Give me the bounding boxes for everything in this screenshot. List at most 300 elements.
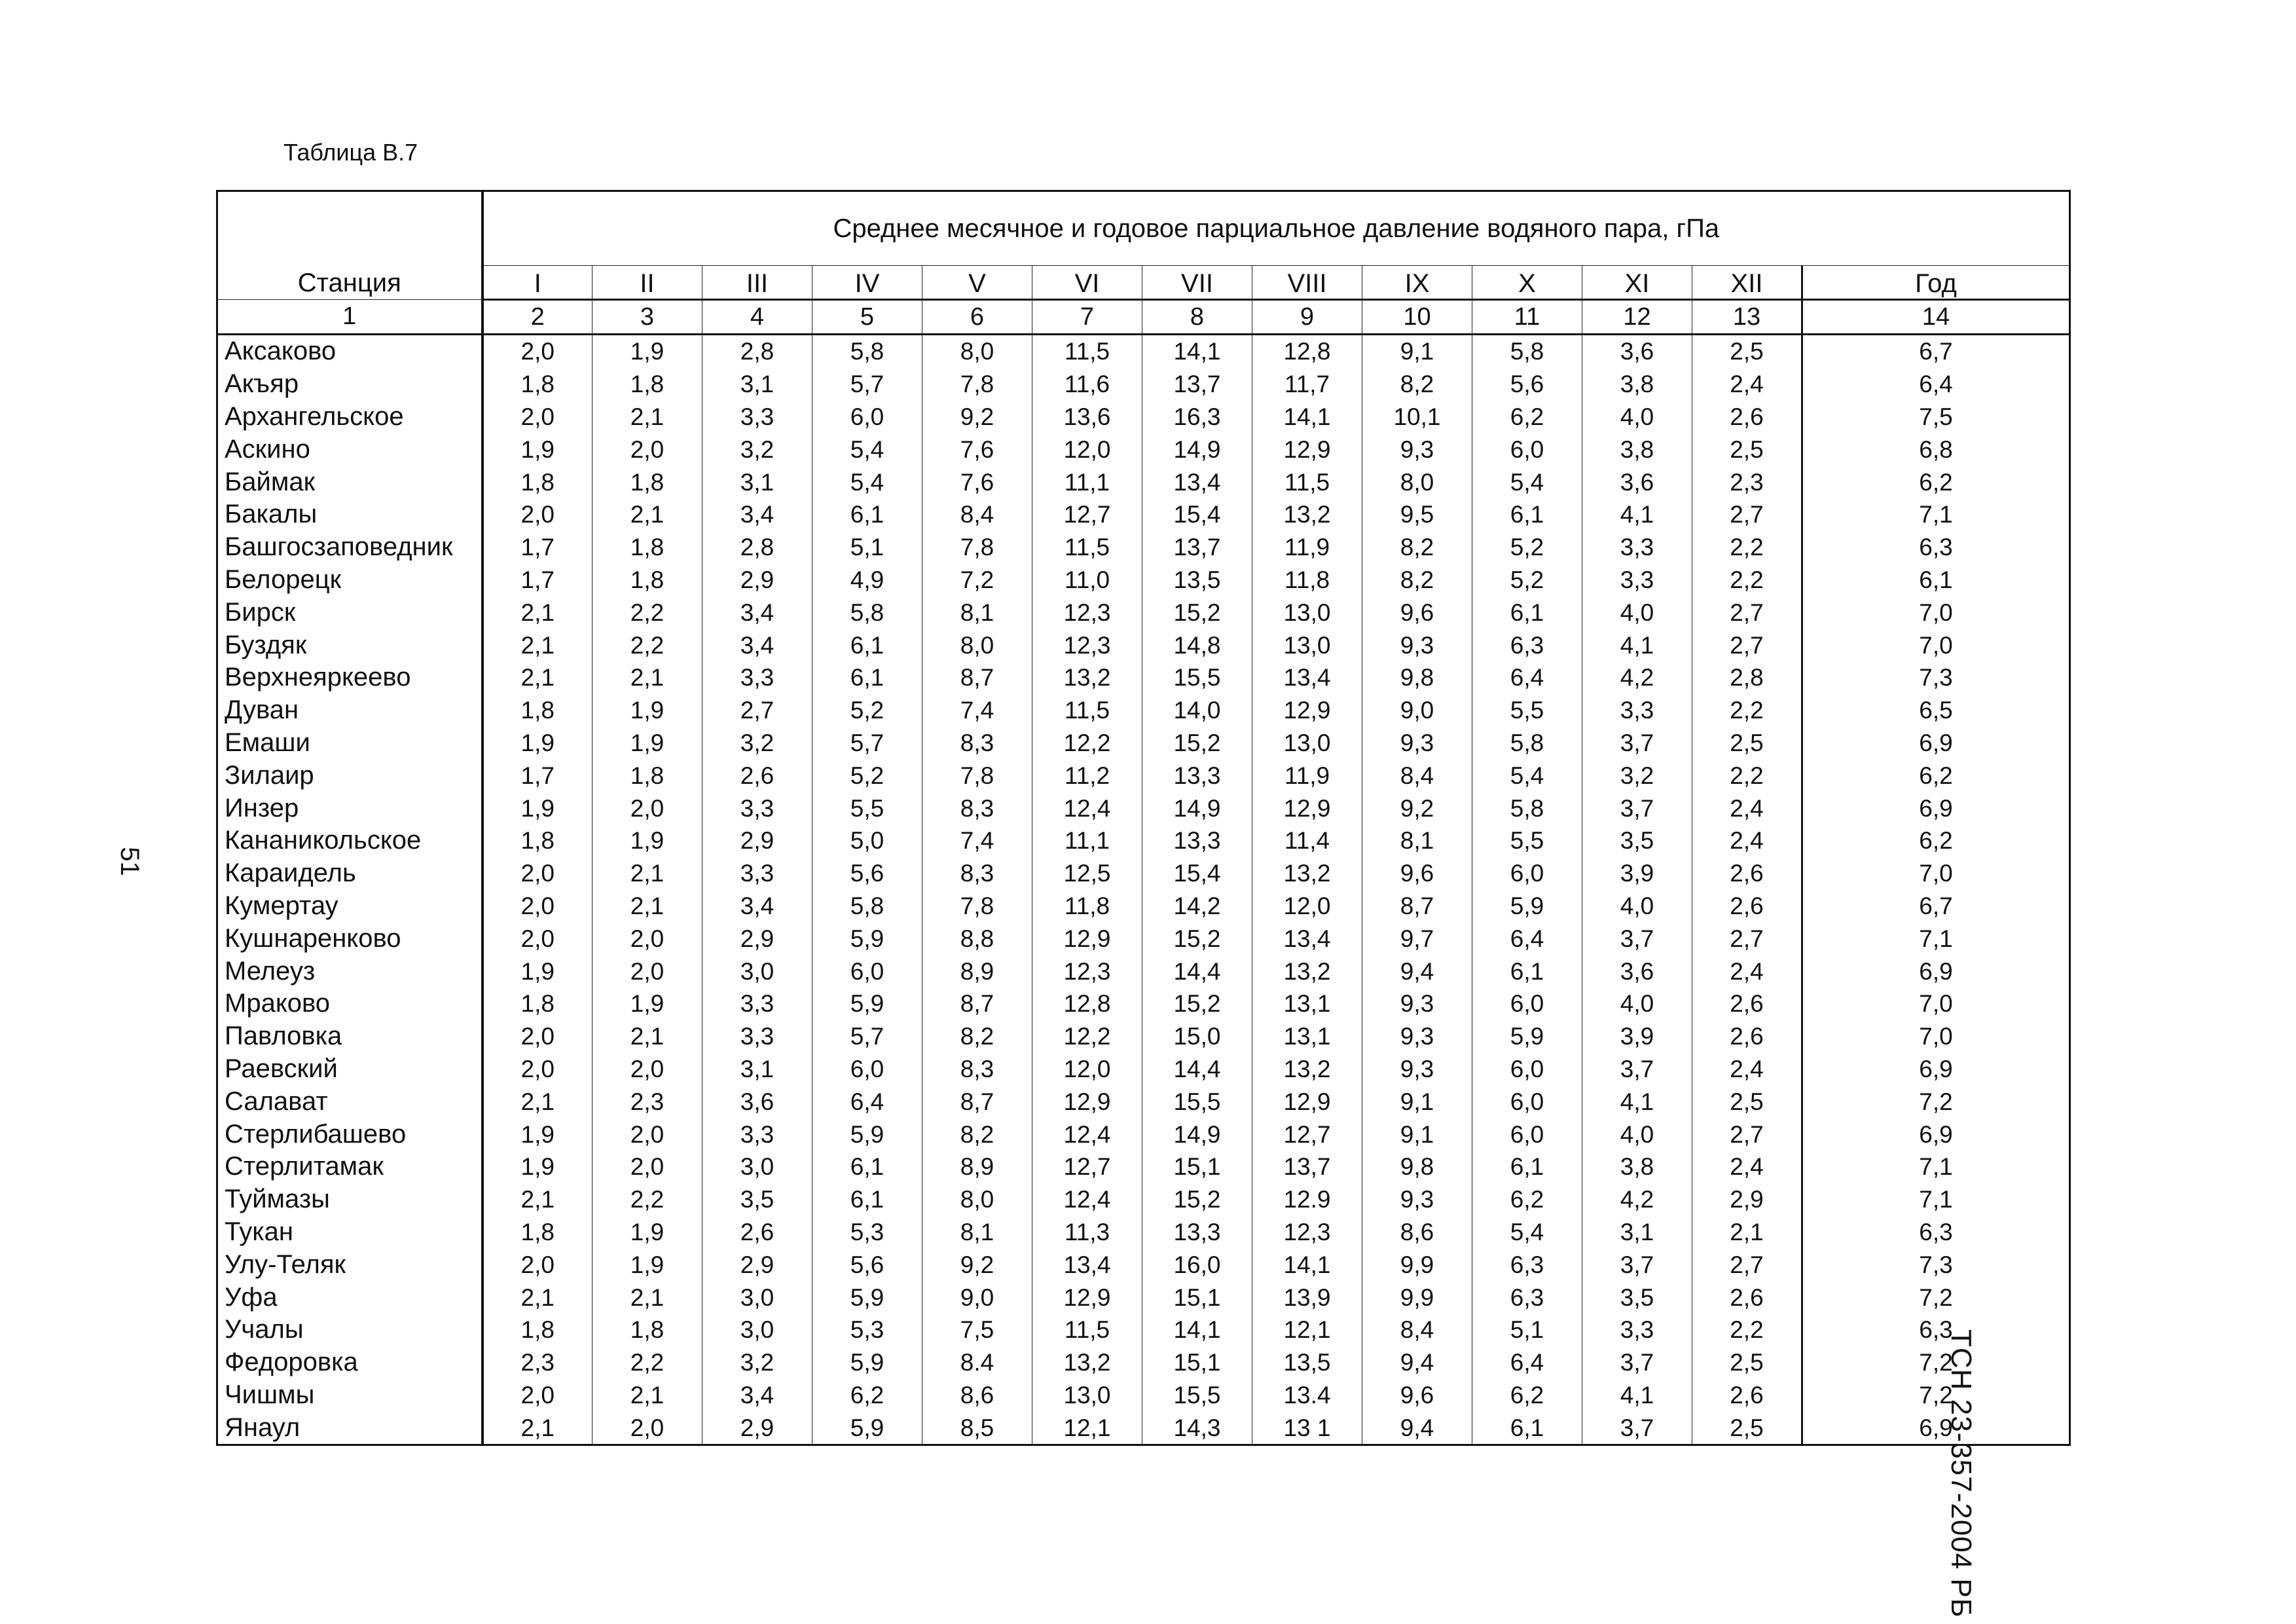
- station-name: Белорецк: [217, 564, 483, 597]
- month-value-cell: 6,0: [1472, 1118, 1582, 1151]
- month-value-cell: 2,9: [1692, 1183, 1802, 1216]
- month-value-cell: 6,0: [812, 1053, 922, 1086]
- month-value-cell: 3,4: [702, 498, 812, 531]
- month-value-cell: 3,7: [1582, 727, 1692, 760]
- month-value-cell: 3,0: [702, 955, 812, 987]
- month-value-cell: 1,8: [483, 1314, 592, 1346]
- month-value-cell: 11,9: [1252, 531, 1362, 564]
- month-value-cell: 2,4: [1692, 824, 1802, 857]
- month-value-cell: 6,3: [1472, 1281, 1582, 1314]
- station-name: Улу-Теляк: [217, 1248, 483, 1281]
- month-value-cell: 5,1: [812, 531, 922, 564]
- month-value-cell: 6,1: [812, 629, 922, 661]
- month-value-cell: 5,9: [812, 987, 922, 1020]
- document-code: ТСН 23-357-2004 РБ: [1945, 1329, 1977, 1618]
- month-header: VII: [1142, 266, 1252, 300]
- month-value-cell: 6,1: [1472, 1411, 1582, 1445]
- month-value-cell: 13,0: [1252, 629, 1362, 661]
- month-value-cell: 1,9: [483, 1118, 592, 1151]
- month-value-cell: 9,6: [1362, 596, 1472, 629]
- station-name: Уфа: [217, 1281, 483, 1314]
- month-value-cell: 3,7: [1582, 1346, 1692, 1379]
- month-value-cell: 2,1: [483, 596, 592, 629]
- table-row: [217, 401, 2070, 434]
- month-value-cell: 5,1: [1472, 1314, 1582, 1346]
- column-number: 6: [922, 300, 1032, 335]
- month-value-cell: 2,7: [1692, 1118, 1802, 1151]
- year-value-cell: 7,3: [1802, 661, 2070, 694]
- month-value-cell: 2,3: [592, 1085, 702, 1118]
- month-value-cell: 1,8: [592, 466, 702, 498]
- month-value-cell: 12,8: [1032, 987, 1142, 1020]
- month-value-cell: 5,5: [812, 792, 922, 824]
- table-row: [217, 890, 2070, 923]
- month-value-cell: 13,7: [1142, 368, 1252, 401]
- page-number: 51: [115, 847, 144, 876]
- column-number: 3: [592, 300, 702, 335]
- month-value-cell: 7,6: [922, 466, 1032, 498]
- table-row: [217, 335, 2070, 368]
- month-value-cell: 11,3: [1032, 1216, 1142, 1249]
- month-value-cell: 8,2: [1362, 564, 1472, 597]
- year-value-cell: 7,1: [1802, 1183, 2070, 1216]
- month-value-cell: 8,7: [922, 661, 1032, 694]
- table-row: [217, 498, 2070, 531]
- month-value-cell: 2,6: [1692, 987, 1802, 1020]
- table-title: Среднее месячное и годовое парциальное давление водяного пара, гПа: [483, 191, 2070, 266]
- month-value-cell: 2,0: [483, 1020, 592, 1053]
- month-value-cell: 7,6: [922, 433, 1032, 466]
- month-value-cell: 6,1: [812, 1151, 922, 1183]
- month-value-cell: 8,5: [922, 1411, 1032, 1445]
- column-number-row: [217, 300, 2070, 335]
- station-name: Инзер: [217, 792, 483, 824]
- month-value-cell: 13,3: [1142, 1216, 1252, 1249]
- station-name: Учалы: [217, 1314, 483, 1346]
- month-value-cell: 12,1: [1252, 1314, 1362, 1346]
- month-value-cell: 9,8: [1362, 661, 1472, 694]
- month-value-cell: 1,9: [483, 955, 592, 987]
- month-value-cell: 8,4: [1362, 759, 1472, 792]
- month-value-cell: 2,5: [1692, 727, 1802, 760]
- month-value-cell: 13,2: [1252, 1053, 1362, 1086]
- month-value-cell: 3,5: [1582, 824, 1692, 857]
- month-value-cell: 5,5: [1472, 824, 1582, 857]
- year-value-cell: 6,2: [1802, 824, 2070, 857]
- month-value-cell: 12,9: [1252, 433, 1362, 466]
- month-value-cell: 9,3: [1362, 1053, 1472, 1086]
- month-value-cell: 5,9: [812, 1346, 922, 1379]
- month-value-cell: 12,5: [1032, 857, 1142, 890]
- month-value-cell: 13,2: [1032, 661, 1142, 694]
- month-value-cell: 2,0: [592, 1411, 702, 1445]
- month-value-cell: 15,5: [1142, 661, 1252, 694]
- year-value-cell: 6,1: [1802, 564, 2070, 597]
- month-value-cell: 3,5: [1582, 1281, 1692, 1314]
- month-value-cell: 14,2: [1142, 890, 1252, 923]
- month-value-cell: 2,4: [1692, 368, 1802, 401]
- month-value-cell: 14,9: [1142, 1118, 1252, 1151]
- month-value-cell: 12,0: [1032, 1053, 1142, 1086]
- month-value-cell: 5,6: [812, 1248, 922, 1281]
- table-row: [217, 1248, 2070, 1281]
- month-value-cell: 1,7: [483, 531, 592, 564]
- month-value-cell: 13,0: [1032, 1379, 1142, 1412]
- month-value-cell: 13,4: [1032, 1248, 1142, 1281]
- month-value-cell: 9,6: [1362, 857, 1472, 890]
- station-name: Янаул: [217, 1411, 483, 1445]
- month-value-cell: 5,9: [812, 1118, 922, 1151]
- month-value-cell: 5,8: [812, 596, 922, 629]
- month-value-cell: 6,3: [1472, 629, 1582, 661]
- month-value-cell: 9,3: [1362, 1020, 1472, 1053]
- month-value-cell: 13,0: [1252, 596, 1362, 629]
- month-value-cell: 8,7: [922, 1085, 1032, 1118]
- month-value-cell: 12,4: [1032, 792, 1142, 824]
- station-name: Аксаково: [217, 335, 483, 368]
- month-value-cell: 2,8: [702, 531, 812, 564]
- month-value-cell: 3,9: [1582, 1020, 1692, 1053]
- month-value-cell: 2,7: [702, 694, 812, 727]
- month-value-cell: 2,0: [483, 498, 592, 531]
- month-value-cell: 2,5: [1692, 433, 1802, 466]
- month-value-cell: 2,5: [1692, 335, 1802, 368]
- month-value-cell: 2,1: [483, 661, 592, 694]
- month-value-cell: 9,3: [1362, 1183, 1472, 1216]
- month-value-cell: 14,1: [1142, 335, 1252, 368]
- month-value-cell: 6,4: [1472, 661, 1582, 694]
- month-value-cell: 4,2: [1582, 1183, 1692, 1216]
- month-value-cell: 1,8: [483, 987, 592, 1020]
- month-value-cell: 16,0: [1142, 1248, 1252, 1281]
- month-value-cell: 6,2: [1472, 401, 1582, 434]
- month-value-cell: 4,1: [1582, 629, 1692, 661]
- month-value-cell: 2,6: [702, 759, 812, 792]
- month-value-cell: 2,6: [1692, 1281, 1802, 1314]
- column-number: 12: [1582, 300, 1692, 335]
- month-value-cell: 6,4: [1472, 922, 1582, 955]
- month-value-cell: 8,0: [1362, 466, 1472, 498]
- month-value-cell: 8,9: [922, 1151, 1032, 1183]
- month-value-cell: 6,3: [1472, 1248, 1582, 1281]
- month-value-cell: 9,6: [1362, 1379, 1472, 1412]
- month-value-cell: 5,0: [812, 824, 922, 857]
- month-value-cell: 3,4: [702, 629, 812, 661]
- year-value-cell: 6,7: [1802, 335, 2070, 368]
- month-value-cell: 7,8: [922, 531, 1032, 564]
- month-value-cell: 12,9: [1032, 922, 1142, 955]
- month-value-cell: 1,9: [483, 433, 592, 466]
- month-value-cell: 11,2: [1032, 759, 1142, 792]
- month-value-cell: 2,0: [483, 890, 592, 923]
- station-name: Бирск: [217, 596, 483, 629]
- table-row: [217, 1216, 2070, 1249]
- month-value-cell: 5,4: [1472, 466, 1582, 498]
- month-value-cell: 12,9: [1252, 792, 1362, 824]
- month-value-cell: 5,2: [1472, 564, 1582, 597]
- month-value-cell: 15,5: [1142, 1085, 1252, 1118]
- month-value-cell: 2,7: [1692, 1248, 1802, 1281]
- month-value-cell: 6,0: [1472, 433, 1582, 466]
- month-value-cell: 12,4: [1032, 1118, 1142, 1151]
- month-value-cell: 4,1: [1582, 1085, 1692, 1118]
- month-value-cell: 12,4: [1032, 1183, 1142, 1216]
- table-row: [217, 759, 2070, 792]
- month-value-cell: 2,2: [1692, 531, 1802, 564]
- table-body: [217, 335, 2070, 1445]
- station-name: Чишмы: [217, 1379, 483, 1412]
- month-value-cell: 1,8: [592, 531, 702, 564]
- month-value-cell: 7,8: [922, 759, 1032, 792]
- month-value-cell: 3,9: [1582, 857, 1692, 890]
- month-value-cell: 11,9: [1252, 759, 1362, 792]
- month-value-cell: 3,6: [702, 1085, 812, 1118]
- table-row: [217, 824, 2070, 857]
- year-header: Год: [1802, 266, 2070, 300]
- month-value-cell: 8,7: [922, 987, 1032, 1020]
- month-value-cell: 15,0: [1142, 1020, 1252, 1053]
- month-value-cell: 6,1: [1472, 596, 1582, 629]
- month-value-cell: 8,2: [922, 1020, 1032, 1053]
- month-value-cell: 3,4: [702, 1379, 812, 1412]
- table-row: [217, 564, 2070, 597]
- month-value-cell: 2,4: [1692, 1151, 1802, 1183]
- month-value-cell: 11,5: [1252, 466, 1362, 498]
- month-value-cell: 9,1: [1362, 1085, 1472, 1118]
- year-value-cell: 7,0: [1802, 987, 2070, 1020]
- month-value-cell: 16,3: [1142, 401, 1252, 434]
- month-value-cell: 2,1: [592, 498, 702, 531]
- station-name: Стерлитамак: [217, 1151, 483, 1183]
- month-value-cell: 15,2: [1142, 727, 1252, 760]
- month-value-cell: 2,1: [1692, 1216, 1802, 1249]
- month-value-cell: 5,8: [1472, 335, 1582, 368]
- month-value-cell: 14,9: [1142, 433, 1252, 466]
- table-row: [217, 629, 2070, 661]
- month-value-cell: 14,4: [1142, 955, 1252, 987]
- month-value-cell: 2,5: [1692, 1411, 1802, 1445]
- month-value-cell: 11,8: [1032, 890, 1142, 923]
- month-value-cell: 1,8: [592, 564, 702, 597]
- month-value-cell: 2,1: [592, 1281, 702, 1314]
- month-value-cell: 14,1: [1142, 1314, 1252, 1346]
- month-value-cell: 9,3: [1362, 987, 1472, 1020]
- month-value-cell: 2,0: [483, 335, 592, 368]
- station-name: Архангельское: [217, 401, 483, 434]
- month-value-cell: 2,0: [483, 1379, 592, 1412]
- month-header: III: [702, 266, 812, 300]
- year-value-cell: 7,1: [1802, 1151, 2070, 1183]
- month-value-cell: 4,0: [1582, 987, 1692, 1020]
- month-value-cell: 5,8: [812, 335, 922, 368]
- column-number: 13: [1692, 300, 1802, 335]
- year-value-cell: 6,9: [1802, 727, 2070, 760]
- month-value-cell: 9,9: [1362, 1281, 1472, 1314]
- month-value-cell: 12.9: [1252, 1183, 1362, 1216]
- column-number: 2: [483, 300, 592, 335]
- month-value-cell: 8,0: [922, 1183, 1032, 1216]
- table-row: [217, 1314, 2070, 1346]
- month-value-cell: 13,5: [1142, 564, 1252, 597]
- month-value-cell: 3,2: [702, 1346, 812, 1379]
- year-value-cell: 7,3: [1802, 1248, 2070, 1281]
- month-value-cell: 3,3: [1582, 531, 1692, 564]
- station-name: Аскино: [217, 433, 483, 466]
- month-value-cell: 2,4: [1692, 1053, 1802, 1086]
- month-value-cell: 2,0: [592, 955, 702, 987]
- station-name: Емаши: [217, 727, 483, 760]
- month-value-cell: 3,0: [702, 1281, 812, 1314]
- table-row: [217, 368, 2070, 401]
- month-value-cell: 2,1: [592, 890, 702, 923]
- month-value-cell: 9,0: [1362, 694, 1472, 727]
- month-value-cell: 3,3: [702, 857, 812, 890]
- month-value-cell: 3,3: [1582, 1314, 1692, 1346]
- month-value-cell: 3,3: [1582, 564, 1692, 597]
- month-value-cell: 13,4: [1252, 661, 1362, 694]
- month-value-cell: 7,8: [922, 368, 1032, 401]
- month-value-cell: 9,7: [1362, 922, 1472, 955]
- month-value-cell: 6,4: [1472, 1346, 1582, 1379]
- month-value-cell: 3,3: [1582, 694, 1692, 727]
- month-value-cell: 12,9: [1032, 1281, 1142, 1314]
- month-value-cell: 6,1: [812, 661, 922, 694]
- month-value-cell: 2,0: [483, 857, 592, 890]
- month-value-cell: 15,4: [1142, 857, 1252, 890]
- month-value-cell: 11,8: [1252, 564, 1362, 597]
- month-value-cell: 9,3: [1362, 433, 1472, 466]
- month-value-cell: 13,2: [1252, 857, 1362, 890]
- month-value-cell: 2,7: [1692, 498, 1802, 531]
- month-value-cell: 2,2: [592, 629, 702, 661]
- month-value-cell: 2,2: [592, 1183, 702, 1216]
- month-value-cell: 2,2: [592, 596, 702, 629]
- year-value-cell: 7,2: [1802, 1346, 2070, 1379]
- month-value-cell: 14,8: [1142, 629, 1252, 661]
- month-value-cell: 5,7: [812, 727, 922, 760]
- month-value-cell: 14,3: [1142, 1411, 1252, 1445]
- month-value-cell: 2,4: [1692, 792, 1802, 824]
- month-value-cell: 12,7: [1252, 1118, 1362, 1151]
- month-value-cell: 8,1: [922, 1216, 1032, 1249]
- month-value-cell: 2,6: [702, 1216, 812, 1249]
- month-value-cell: 1,9: [483, 1151, 592, 1183]
- month-value-cell: 6,1: [1472, 498, 1582, 531]
- month-value-cell: 2,6: [1692, 1020, 1802, 1053]
- month-value-cell: 1,9: [592, 335, 702, 368]
- month-value-cell: 4,0: [1582, 596, 1692, 629]
- month-value-cell: 1,8: [592, 368, 702, 401]
- month-value-cell: 4,9: [812, 564, 922, 597]
- table-row: [217, 661, 2070, 694]
- month-value-cell: 3,3: [702, 987, 812, 1020]
- month-value-cell: 12,0: [1032, 433, 1142, 466]
- month-value-cell: 11,1: [1032, 466, 1142, 498]
- month-value-cell: 1,7: [483, 759, 592, 792]
- month-value-cell: 2,0: [483, 922, 592, 955]
- month-header: XII: [1692, 266, 1802, 300]
- month-value-cell: 7,4: [922, 824, 1032, 857]
- year-value-cell: 7,2: [1802, 1379, 2070, 1412]
- month-value-cell: 5,9: [812, 1411, 922, 1445]
- month-value-cell: 4,2: [1582, 661, 1692, 694]
- month-value-cell: 11,5: [1032, 1314, 1142, 1346]
- month-value-cell: 15,1: [1142, 1281, 1252, 1314]
- month-value-cell: 7,4: [922, 694, 1032, 727]
- month-value-cell: 6,0: [812, 955, 922, 987]
- year-value-cell: 7,0: [1802, 629, 2070, 661]
- month-value-cell: 8,3: [922, 792, 1032, 824]
- table-row: [217, 922, 2070, 955]
- month-value-cell: 2,7: [1692, 629, 1802, 661]
- month-value-cell: 2,1: [483, 1183, 592, 1216]
- table-row: [217, 1411, 2070, 1445]
- month-value-cell: 8,6: [1362, 1216, 1472, 1249]
- month-value-cell: 8,8: [922, 922, 1032, 955]
- station-name: Зилаир: [217, 759, 483, 792]
- month-value-cell: 6,0: [1472, 857, 1582, 890]
- month-value-cell: 3,3: [702, 401, 812, 434]
- month-value-cell: 15,4: [1142, 498, 1252, 531]
- month-value-cell: 9,2: [1362, 792, 1472, 824]
- month-header: IV: [812, 266, 922, 300]
- month-value-cell: 3,7: [1582, 1053, 1692, 1086]
- month-value-cell: 5,5: [1472, 694, 1582, 727]
- month-value-cell: 2,1: [483, 1085, 592, 1118]
- month-value-cell: 1,9: [592, 727, 702, 760]
- month-value-cell: 8,2: [922, 1118, 1032, 1151]
- month-value-cell: 14,1: [1252, 1248, 1362, 1281]
- month-value-cell: 14,1: [1252, 401, 1362, 434]
- month-value-cell: 1,8: [483, 1216, 592, 1249]
- station-name: Кумертау: [217, 890, 483, 923]
- month-value-cell: 2,1: [483, 1411, 592, 1445]
- station-name: Буздяк: [217, 629, 483, 661]
- month-value-cell: 8,9: [922, 955, 1032, 987]
- station-name: Кушнаренково: [217, 922, 483, 955]
- month-value-cell: 2,0: [483, 1053, 592, 1086]
- month-value-cell: 11,0: [1032, 564, 1142, 597]
- month-value-cell: 1,9: [592, 1216, 702, 1249]
- month-value-cell: 6,1: [812, 1183, 922, 1216]
- month-value-cell: 2,4: [1692, 955, 1802, 987]
- month-value-cell: 8,4: [922, 498, 1032, 531]
- month-value-cell: 8,6: [922, 1379, 1032, 1412]
- month-value-cell: 11,1: [1032, 824, 1142, 857]
- month-value-cell: 5,9: [812, 922, 922, 955]
- year-value-cell: 7,0: [1802, 596, 2070, 629]
- station-column-header: Станция: [217, 191, 483, 300]
- month-value-cell: 5,3: [812, 1216, 922, 1249]
- station-name: Туймазы: [217, 1183, 483, 1216]
- month-value-cell: 3,8: [1582, 368, 1692, 401]
- month-value-cell: 2,2: [1692, 759, 1802, 792]
- month-value-cell: 5,6: [1472, 368, 1582, 401]
- month-value-cell: 2,1: [483, 629, 592, 661]
- year-value-cell: 6,3: [1802, 1216, 2070, 1249]
- table-row: [217, 727, 2070, 760]
- month-value-cell: 11,6: [1032, 368, 1142, 401]
- table-row: [217, 1053, 2070, 1086]
- month-value-cell: 6,1: [812, 498, 922, 531]
- month-value-cell: 9,5: [1362, 498, 1472, 531]
- month-value-cell: 8,0: [922, 335, 1032, 368]
- table-row: [217, 792, 2070, 824]
- month-value-cell: 5,6: [812, 857, 922, 890]
- month-value-cell: 2,3: [483, 1346, 592, 1379]
- month-value-cell: 3,3: [702, 1020, 812, 1053]
- month-value-cell: 2,0: [592, 1118, 702, 1151]
